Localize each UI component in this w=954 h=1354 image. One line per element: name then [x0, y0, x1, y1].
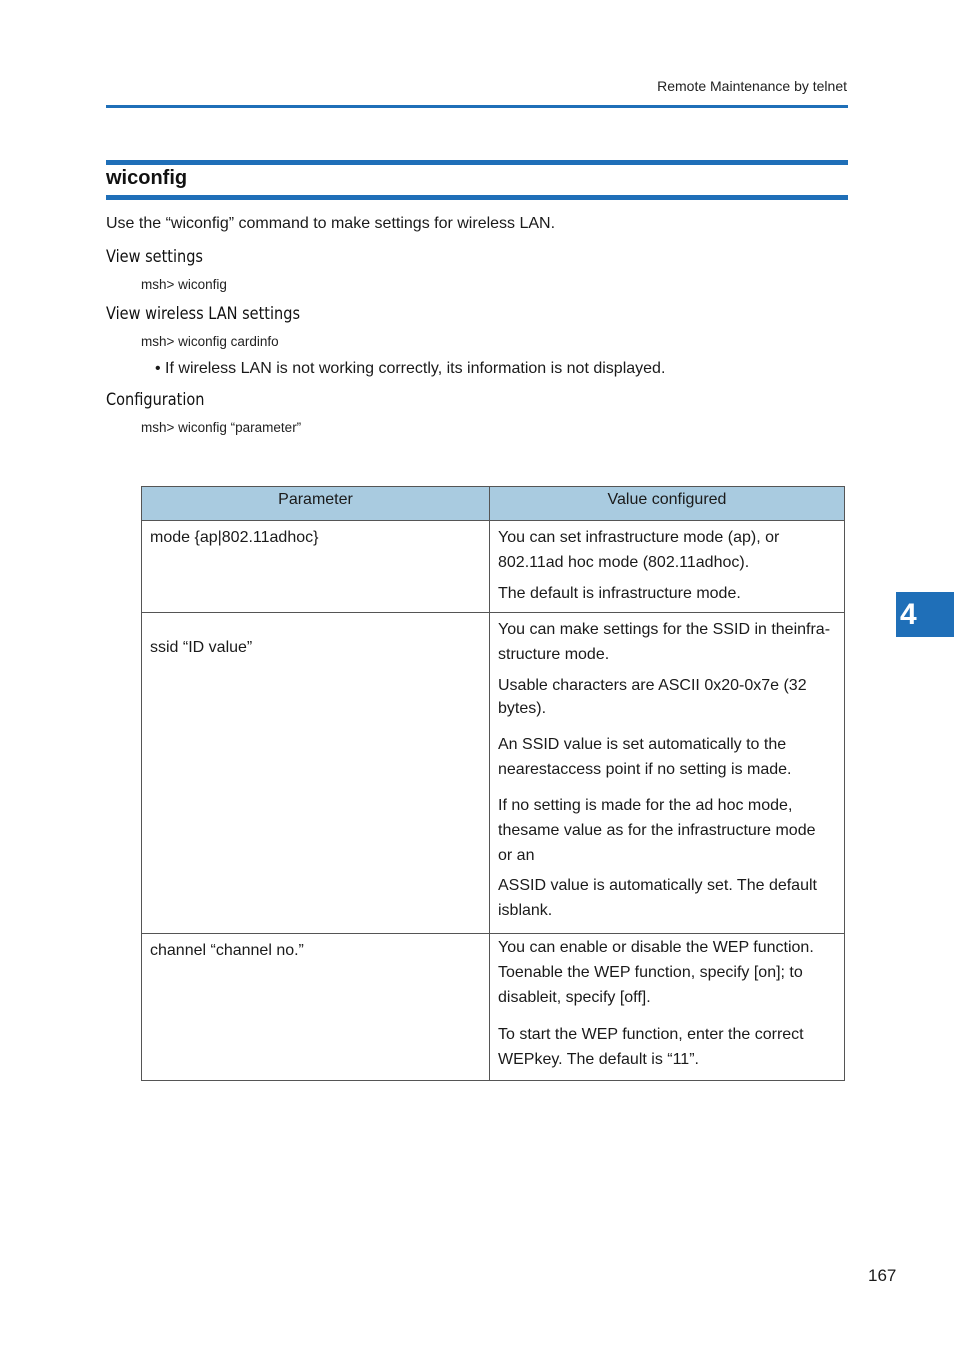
table-row: [142, 521, 845, 613]
page-number: 167: [868, 1266, 897, 1285]
column-header-value: Value configured: [490, 487, 845, 521]
table-header-row: [142, 487, 845, 521]
parameter-cell: channel “channel no.”: [150, 942, 304, 959]
value-paragraph: To start the WEP function, enter the correct WEPkey. The default is “11”.: [498, 1026, 804, 1068]
title-rule-bottom: [106, 195, 848, 200]
parameter-table: [141, 486, 845, 1081]
value-cell: [490, 613, 844, 923]
value-paragraph: You can make settings for the SSID in theinfra-structure mode.: [498, 621, 831, 663]
value-paragraph: If no setting is made for the ad hoc mode, thesame value as for the infrastructure mode or an: [498, 797, 816, 864]
running-header: Remote Maintenance by telnet: [657, 78, 847, 94]
table-row: [142, 613, 845, 934]
value-cell: [490, 521, 844, 606]
value-paragraph: You can enable or disable the WEP function. Toenable the WEP function, specify [on]; to disableit, specify [off].: [498, 939, 814, 1006]
header-rule: [106, 105, 848, 108]
value-paragraph: Usable characters are ASCII 0x20-0x7e (32 bytes).: [498, 677, 807, 717]
intro-text: Use the “wiconfig” command to make settings for wireless LAN.: [106, 215, 556, 232]
view-settings-heading: View settings: [106, 247, 203, 266]
configuration-command: msh> wiconfig “parameter”: [141, 420, 302, 435]
view-settings-command: msh> wiconfig: [141, 277, 227, 292]
value-paragraph: ASSID value is automatically set. The default isblank.: [498, 877, 817, 919]
configuration-heading: Configuration: [106, 390, 205, 409]
view-wlan-command: msh> wiconfig cardinfo: [141, 334, 279, 349]
parameter-cell: ssid “ID value”: [150, 639, 253, 656]
parameter-cell: mode {ap|802.11adhoc}: [150, 529, 319, 546]
table-row: [142, 934, 845, 1081]
value-paragraph: An SSID value is set automatically to the nearestaccess point if no setting is made.: [498, 736, 792, 778]
section-title: wiconfig: [106, 167, 188, 189]
value-paragraph: The default is infrastructure mode.: [498, 585, 741, 602]
value-paragraph: You can set infrastructure mode (ap), or 802.11ad hoc mode (802.11adhoc).: [498, 529, 780, 571]
view-wlan-note: • If wireless LAN is not working correctly, its information is not displayed.: [155, 360, 666, 377]
value-cell: [490, 934, 844, 1072]
title-rule-top: [106, 160, 848, 165]
column-header-parameter: Parameter: [142, 487, 490, 521]
view-wlan-heading: View wireless LAN settings: [106, 304, 301, 323]
chapter-tab: 4: [896, 592, 954, 637]
